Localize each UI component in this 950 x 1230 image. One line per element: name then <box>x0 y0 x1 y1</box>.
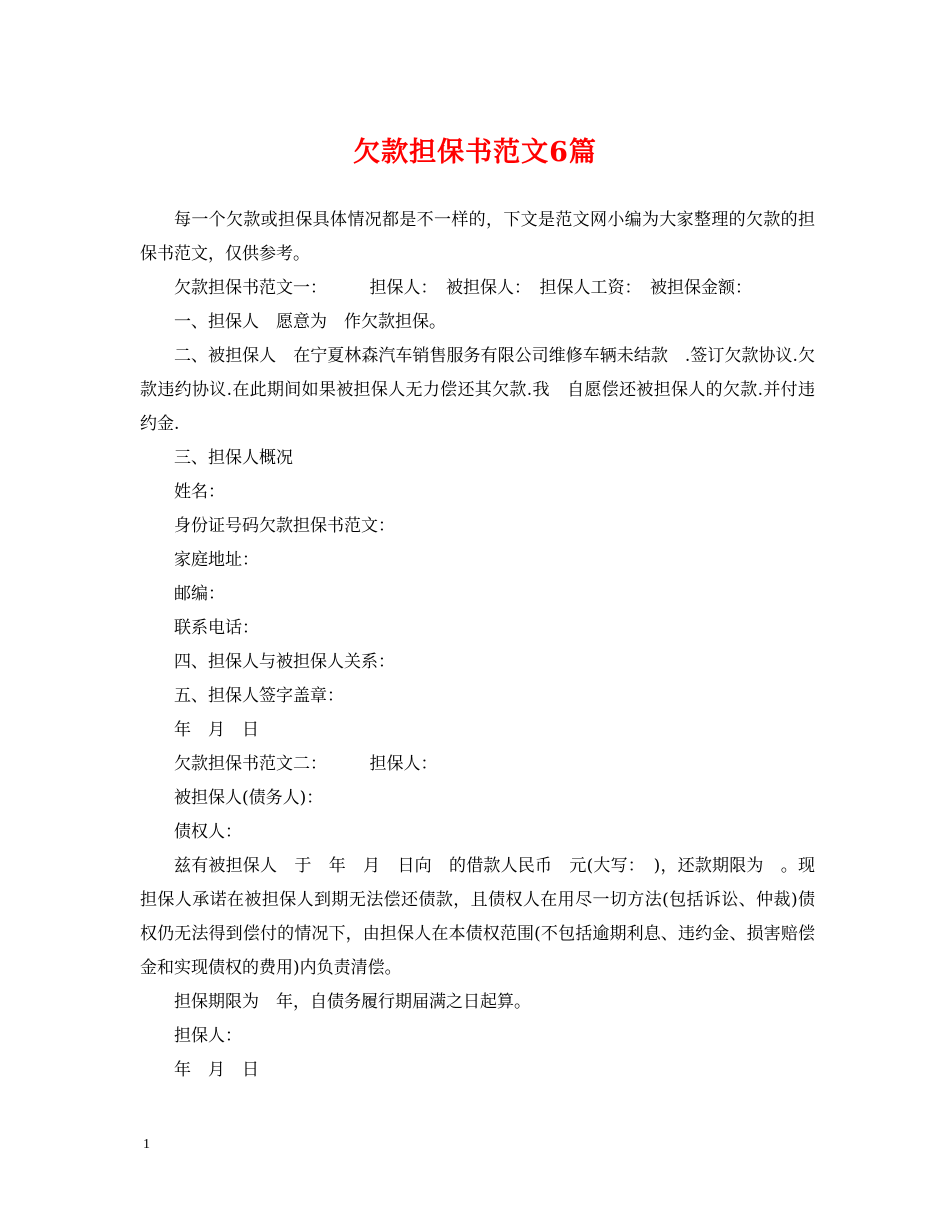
paragraph-sample-one-header: 欠款担保书范文一： 担保人： 被担保人： 担保人工资： 被担保金额： <box>174 278 752 298</box>
document-title: 欠款担保书范文6篇 <box>353 137 597 168</box>
paragraph-guarantee-period: 担保期限为 年，自债务履行期届满之日起算。 <box>174 992 531 1012</box>
paragraph-clause-one: 一、担保人 愿意为 作欠款担保。 <box>174 312 446 332</box>
field-id-number: 身份证号码欠款担保书范文： <box>174 516 395 536</box>
date-line-two: 年 月 日 <box>174 1060 259 1080</box>
field-guarantor: 担保人： <box>174 1026 242 1046</box>
paragraph-intro: 每一个欠款或担保具体情况都是不一样的，下文是范文网小编为大家整理的欠款的担保书范文，仅供参考。 <box>140 210 815 264</box>
page-number: 1 <box>143 1137 150 1152</box>
field-name: 姓名： <box>174 482 225 502</box>
date-line-one: 年 月 日 <box>174 720 259 740</box>
paragraph-sample-two-header: 欠款担保书范文二： 担保人： <box>174 754 438 774</box>
paragraph-clause-two: 二、被担保人 在宁夏林森汽车销售服务有限公司维修车辆未结款 .签订欠款协议.欠款违约协议.在此期间如果被担保人无力偿还其欠款.我 自愿偿还被担保人的欠款.并付违约金. <box>140 346 815 434</box>
paragraph-clause-four: 四、担保人与被担保人关系： <box>174 652 395 672</box>
field-home-address: 家庭地址： <box>174 550 259 570</box>
field-phone: 联系电话： <box>174 618 259 638</box>
paragraph-clause-five: 五、担保人签字盖章： <box>174 686 344 706</box>
field-creditor: 债权人： <box>174 822 242 842</box>
field-debtor: 被担保人(债务人)： <box>174 788 324 808</box>
paragraph-guarantee-statement: 兹有被担保人 于 年 月 日向 的借款人民币 元(大写： )，还款期限为 。现担保人承诺在被担保人到期无法偿还债款，且债权人在用尽一切方法(包括诉讼、仲裁)债权仍无法得到偿付的情况下，由担保人在本债权范围(不包括逾期利息、违约金、损害赔偿金和实现债权的费用)内负责清偿。 <box>140 856 815 978</box>
document-body <box>140 203 815 1087</box>
field-postcode: 邮编： <box>174 584 225 604</box>
paragraph-clause-three: 三、担保人概况 <box>174 448 293 468</box>
